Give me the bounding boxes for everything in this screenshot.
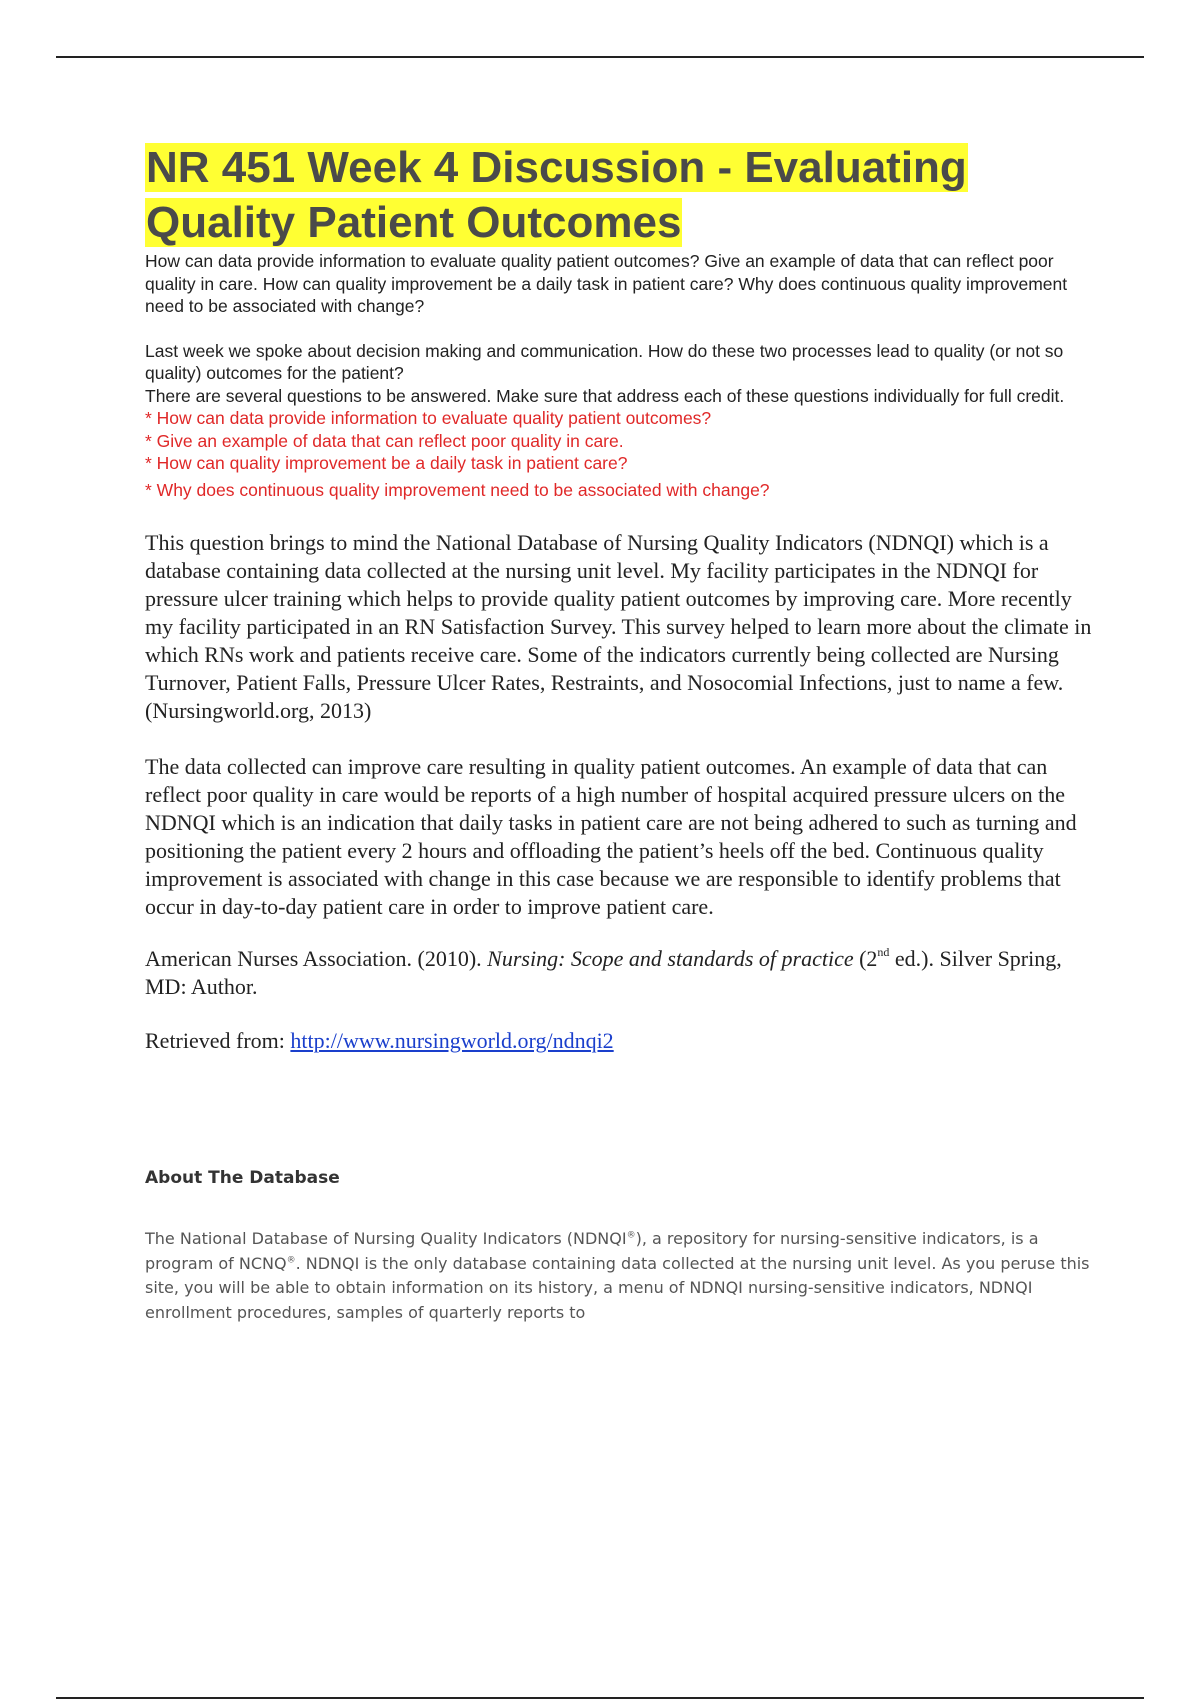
- prompt-paragraph: How can data provide information to evaluate quality patient outcomes? Give an example of data that can reflect poor quality in care. How can quality improvement be a daily task in patient care? Why does continuous quality improvement need to be associated with change?: [145, 251, 1068, 316]
- question-list: [145, 407, 1095, 501]
- about-heading: About The Database: [145, 1168, 340, 1188]
- about-text: [145, 1227, 1095, 1325]
- spacer: [145, 318, 1095, 340]
- document-content: [145, 140, 1095, 1325]
- top-rule: [56, 56, 1144, 58]
- reference-edition-open: (2: [853, 946, 878, 971]
- title-highlight: NR 451 Week 4 Discussion - Evaluating Quality Patient Outcomes: [146, 143, 967, 247]
- reference-edition-sup: nd: [877, 944, 890, 959]
- bottom-rule: [56, 1697, 1144, 1699]
- answer-paragraph: The data collected can improve care resulting in quality patient outcomes. An example of data that can reflect poor quality in care would be reports of a high number of hospital acquired pressure ulcers on the NDNQI which is an indication that daily tasks in patient care are not being adhered to such as turning and positioning the patient every 2 hours and offloading the patient’s heels off the bed. Continuous quality improvement is associated with change in this case because we are responsible to identify problems that occur in day-to-day patient care in order to improve patient care.: [145, 754, 1077, 919]
- reference-citation: [145, 945, 1095, 1001]
- document-title: [145, 140, 1095, 250]
- question-item: * How can data provide information to evaluate quality patient outcomes?: [145, 408, 712, 428]
- prompt-paragraph: Last week we spoke about decision making and communication. How do these two processes lead to quality (or not so quality) outcomes for the patient?: [145, 340, 1064, 383]
- reference-book-title: Nursing: Scope and standards of practice: [487, 946, 854, 971]
- registered-mark: ®: [626, 1230, 636, 1241]
- about-text-part: ), a repository for nursing-sensitive indicators, is a program of NCNQ: [145, 1229, 1039, 1273]
- reference-author: American Nurses Association. (2010).: [145, 946, 488, 971]
- about-text-part: The National Database of Nursing Quality Indicators (NDNQI: [145, 1229, 627, 1248]
- question-item: * Why does continuous quality improvement need to be associated with change?: [145, 479, 770, 500]
- about-text-part: . NDNQI is the only database containing data collected at the nursing unit level. As you peruse this site, you will be able to obtain information on its history, a menu of NDNQI nursing-sensitive indicators, NDNQI enrollment procedures, samples of quarterly reports to: [145, 1253, 1090, 1322]
- question-item: * How can quality improvement be a daily task in patient care?: [145, 453, 628, 473]
- registered-mark: ®: [286, 1255, 296, 1266]
- answer-paragraph: This question brings to mind the National Database of Nursing Quality Indicators (NDNQI) which is a database containing data collected at the nursing unit level. My facility participates in the NDNQI for pressure ulcer training which helps to provide quality patient outcomes by improving care. More recently my facility participated in an RN Satisfaction Survey. This survey helped to learn more about the climate in which RNs work and patients receive care. Some of the indicators currently being collected are Nursing Turnover, Patient Falls, Pressure Ulcer Rates, Restraints, and Nosocomial Infections, just to name a few. (Nursingworld.org, 2013): [145, 530, 1092, 723]
- ndnqi-link[interactable]: http://www.nursingworld.org/ndnqi2: [290, 1028, 614, 1053]
- retrieved-label: Retrieved from:: [145, 1028, 291, 1053]
- prompt-paragraph: There are several questions to be answered. Make sure that address each of these questions individually for full credit.: [145, 385, 1065, 406]
- reference-edition-close: ed.). Silver Spring, MD: Author.: [145, 946, 1062, 999]
- question-item: * Give an example of data that can reflect poor quality in care.: [145, 430, 624, 451]
- retrieved-line: [145, 1027, 1095, 1055]
